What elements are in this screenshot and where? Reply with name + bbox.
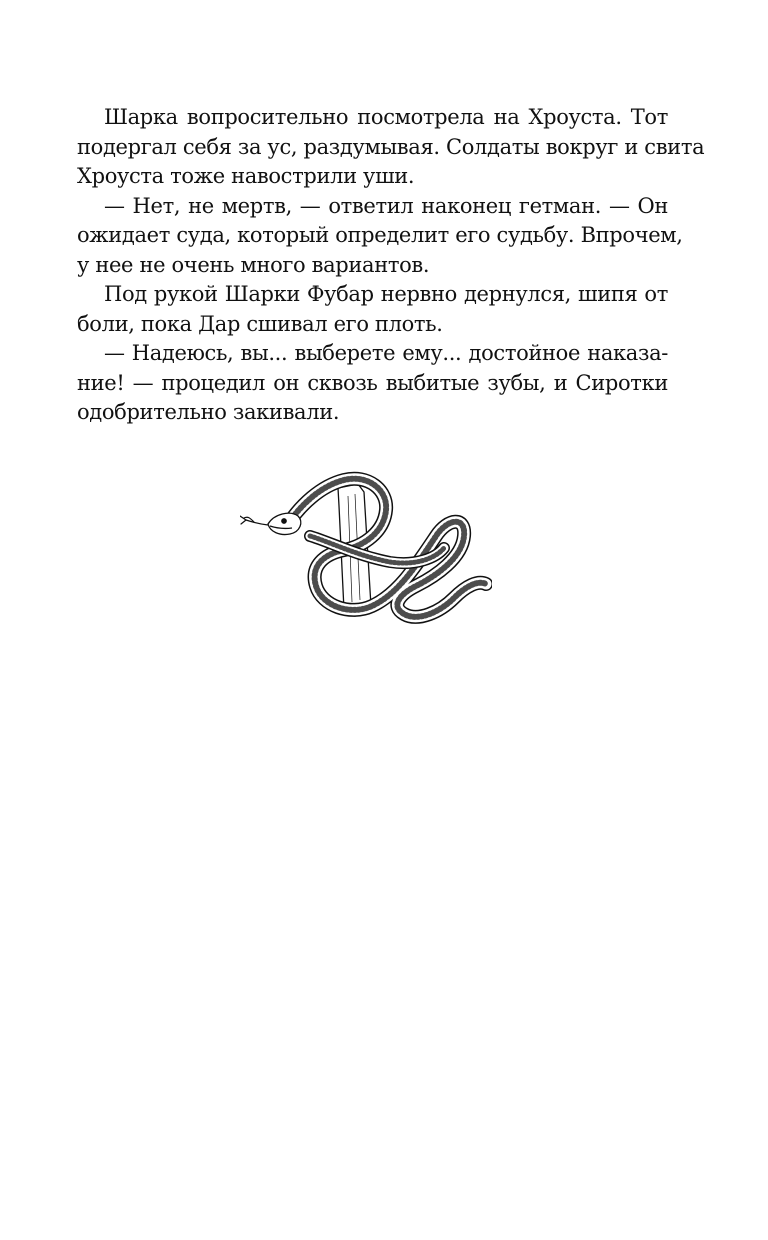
text-line: — Надеюсь, вы... выберете ему... достойное наказа- bbox=[104, 341, 668, 365]
text-line: Под рукой Шарки Фубар нервно дернулся, шипя от bbox=[104, 282, 668, 306]
text-line: у нее не очень много вариантов. bbox=[77, 252, 430, 277]
text-line: Шарка вопросительно посмотрела на Хроуста. Тот bbox=[104, 105, 668, 129]
serpent-scroll-icon bbox=[240, 466, 492, 628]
text-line: боли, пока Дар сшивал его плоть. bbox=[77, 311, 443, 336]
text-line: ожидает суда, который определит его судьбу. Впрочем, bbox=[77, 223, 683, 247]
text-line: одобрительно закивали. bbox=[77, 400, 340, 424]
text-line: ние! — процедил он сквозь выбитые зубы, и Сиротки bbox=[77, 370, 668, 395]
text-line: Хроуста тоже навострили уши. bbox=[77, 164, 415, 188]
text-line: подергал себя за ус, раздумывая. Солдаты вокруг и свита bbox=[77, 134, 705, 159]
text-line: — Нет, не мертв, — ответил наконец гетман. — Он bbox=[104, 193, 668, 218]
body-text bbox=[77, 103, 705, 428]
